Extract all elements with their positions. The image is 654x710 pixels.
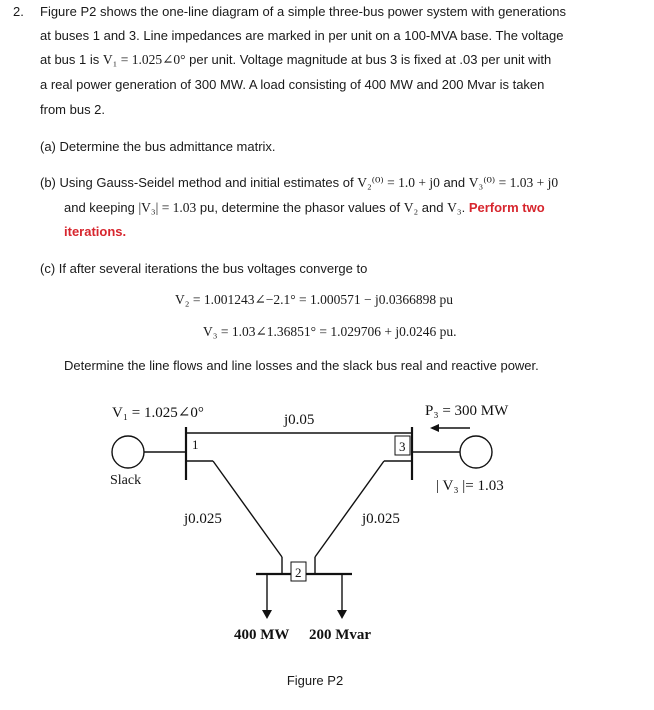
load-p-label: 400 MW — [234, 627, 290, 643]
intro-line-1: Figure P2 shows the one-line diagram of a simple three-bus power system with generations — [40, 4, 567, 19]
part-b-period: . — [461, 200, 469, 215]
bus-3-number: 3 — [399, 439, 406, 454]
part-c-final: Determine the line flows and line losses and the slack bus real and reactive power. — [64, 358, 539, 373]
generator-3-icon — [460, 436, 492, 468]
v3-symbol: V₃ — [447, 200, 462, 215]
v1-equation: V₁ = 1.025∠0° — [102, 52, 186, 67]
part-c: (c) If after several iterations the bus voltages converge to — [40, 261, 368, 276]
bus-2-number: 2 — [295, 565, 302, 580]
bus-1-number: 1 — [192, 437, 199, 452]
intro-line-5: from bus 2. — [40, 102, 106, 117]
part-b-and-2: and — [418, 200, 448, 215]
intro-line-3a: at bus 1 is — [40, 52, 103, 67]
v3-initial: V₃⁽⁰⁾ = 1.03 + j0 — [468, 175, 559, 190]
part-b-and: and — [439, 175, 469, 190]
part-b-text-1: (b) Using Gauss-Seidel method and initial estimates of — [40, 175, 358, 190]
impedance-1-2: j0.025 — [184, 511, 222, 527]
load-p-arrow-icon — [262, 610, 272, 619]
v3-magnitude: |V₃| = 1.03 — [138, 200, 197, 215]
v2-initial: V₂⁽⁰⁾ = 1.0 + j0 — [357, 175, 440, 190]
impedance-2-3: j0.025 — [362, 511, 400, 527]
part-a: (a) Determine the bus admittance matrix. — [40, 139, 276, 154]
part-b-text-2b: pu, determine the phasor values of — [196, 200, 404, 215]
intro-line-4: a real power generation of 300 MW. A load consisting of 400 MW and 200 Mvar is taken — [40, 77, 545, 92]
part-b-text-2a: and keeping — [64, 200, 139, 215]
p3-label: P₃ = 300 MW — [425, 403, 509, 419]
iterations-highlight: iterations. — [64, 224, 127, 239]
slack-label: Slack — [110, 473, 142, 488]
load-q-arrow-icon — [337, 610, 347, 619]
perform-two-highlight: Perform two — [468, 200, 545, 215]
generator-1-icon — [112, 436, 144, 468]
line-2-3 — [315, 461, 384, 557]
load-q-label: 200 Mvar — [309, 627, 372, 643]
intro-line-2: at buses 1 and 3. Line impedances are marked in per unit on a 100-MVA base. The voltage — [40, 28, 564, 43]
v2-converged-equation: V₂ = 1.001243∠−2.1° = 1.000571 − j0.0366898 pu — [175, 292, 453, 307]
v1-label: V₁ = 1.025∠0° — [112, 405, 204, 421]
impedance-1-3: j0.05 — [284, 412, 315, 428]
line-1-2 — [213, 461, 282, 557]
problem-number: 2. — [13, 4, 24, 19]
figure-caption: Figure P2 — [286, 673, 344, 688]
v3-converged-equation: V₃ = 1.03∠1.36851° = 1.029706 + j0.0246 pu. — [203, 324, 457, 339]
v3-magnitude-label: | V₃ |= 1.03 — [436, 478, 504, 494]
v2-symbol: V₂ — [403, 200, 419, 215]
intro-line-3b: per unit. Voltage magnitude at bus 3 is fixed at .03 per unit with — [185, 52, 552, 67]
p3-arrowhead-icon — [430, 424, 439, 432]
